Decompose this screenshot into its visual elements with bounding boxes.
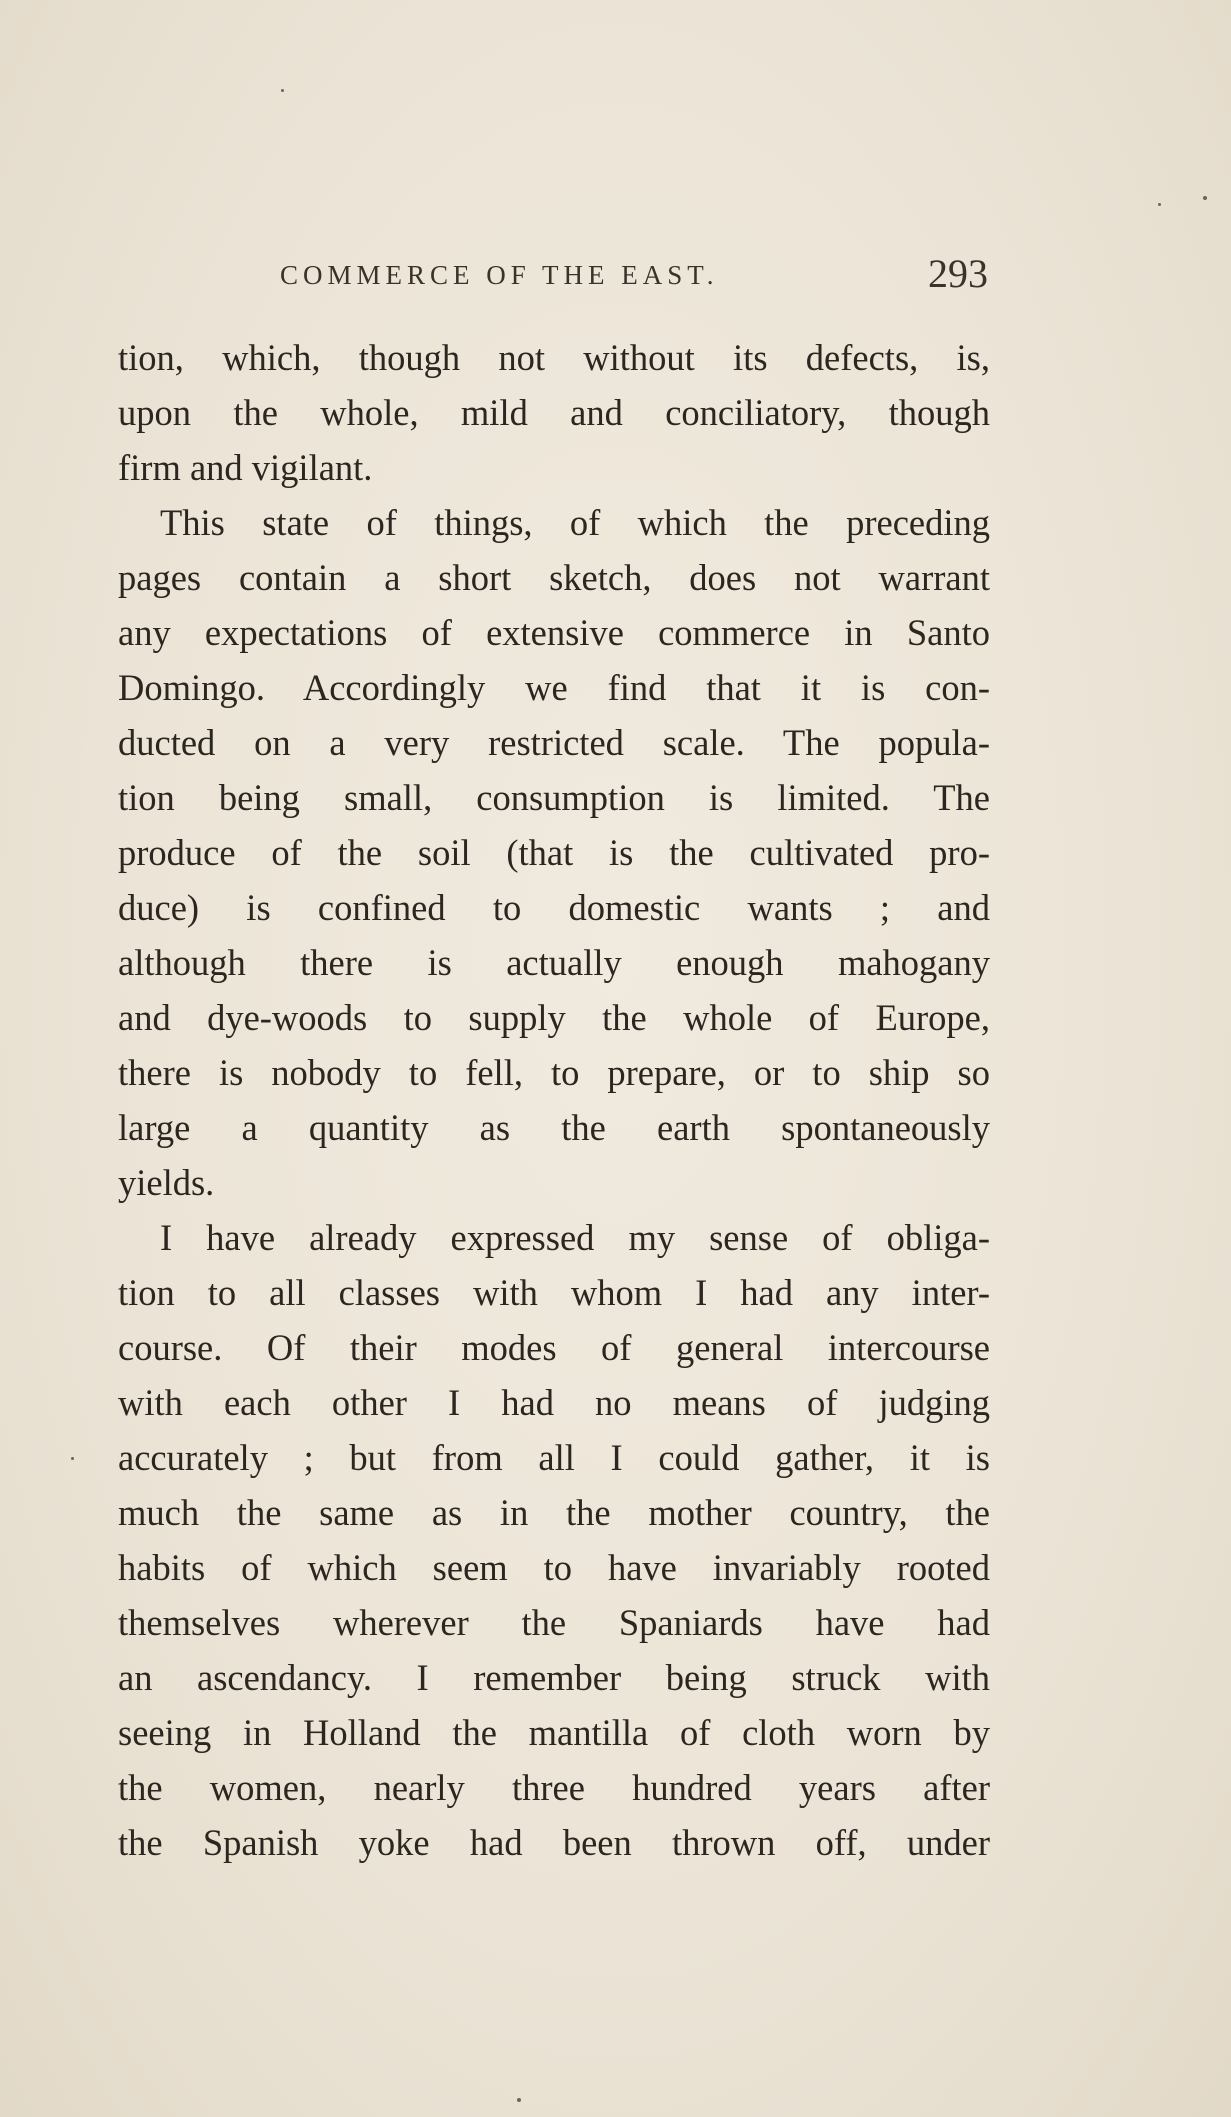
text-line: any expectations of extensive commerce in Santo — [118, 612, 990, 653]
paper-speck — [1158, 203, 1161, 206]
text-line: the Spanish yoke had been thrown off, under — [118, 1822, 990, 1863]
text-line: This state of things, of which the preceding — [160, 502, 990, 543]
text-line: the women, nearly three hundred years after — [118, 1767, 990, 1808]
text-line: tion to all classes with whom I had any inter- — [118, 1272, 990, 1313]
text-line: an ascendancy. I remember being struck with — [118, 1657, 990, 1698]
text-line: tion being small, consumption is limited. The — [118, 777, 990, 818]
text-line: firm and vigilant. — [118, 447, 373, 488]
text-line: pages contain a short sketch, does not warrant — [118, 557, 990, 598]
text-line: I have already expressed my sense of obliga- — [160, 1217, 990, 1258]
text-line: although there is actually enough mahogany — [118, 942, 990, 983]
text-line: themselves wherever the Spaniards have had — [118, 1602, 990, 1643]
text-line: tion, which, though not without its defects, is, — [118, 337, 990, 378]
text-line: and dye-woods to supply the whole of Europe, — [118, 997, 990, 1038]
page-header — [118, 252, 988, 302]
text-line: with each other I had no means of judging — [118, 1382, 990, 1423]
text-line: yields. — [118, 1162, 215, 1203]
paper-speck — [1203, 196, 1207, 200]
text-line: large a quantity as the earth spontaneously — [118, 1107, 990, 1148]
text-line: accurately ; but from all I could gather, it is — [118, 1437, 990, 1478]
running-head: COMMERCE OF THE EAST. — [280, 260, 719, 290]
text-line: there is nobody to fell, to prepare, or to ship so — [118, 1052, 990, 1093]
text-line: habits of which seem to have invariably rooted — [118, 1547, 990, 1588]
text-line: seeing in Holland the mantilla of cloth worn by — [118, 1712, 990, 1753]
text-line: course. Of their modes of general intercourse — [118, 1327, 990, 1368]
text-line: upon the whole, mild and conciliatory, though — [118, 392, 990, 433]
paper-speck — [281, 89, 284, 92]
paper-speck — [517, 2098, 521, 2102]
body-text — [118, 330, 990, 1870]
text-line: Domingo. Accordingly we find that it is con- — [118, 667, 990, 708]
text-line: produce of the soil (that is the cultivated pro- — [118, 832, 990, 873]
page-number: 293 — [928, 251, 988, 296]
text-line: ducted on a very restricted scale. The popula- — [118, 722, 990, 763]
paper-speck — [71, 1457, 74, 1460]
text-line: much the same as in the mother country, the — [118, 1492, 990, 1533]
text-line: duce) is confined to domestic wants ; and — [118, 887, 990, 928]
